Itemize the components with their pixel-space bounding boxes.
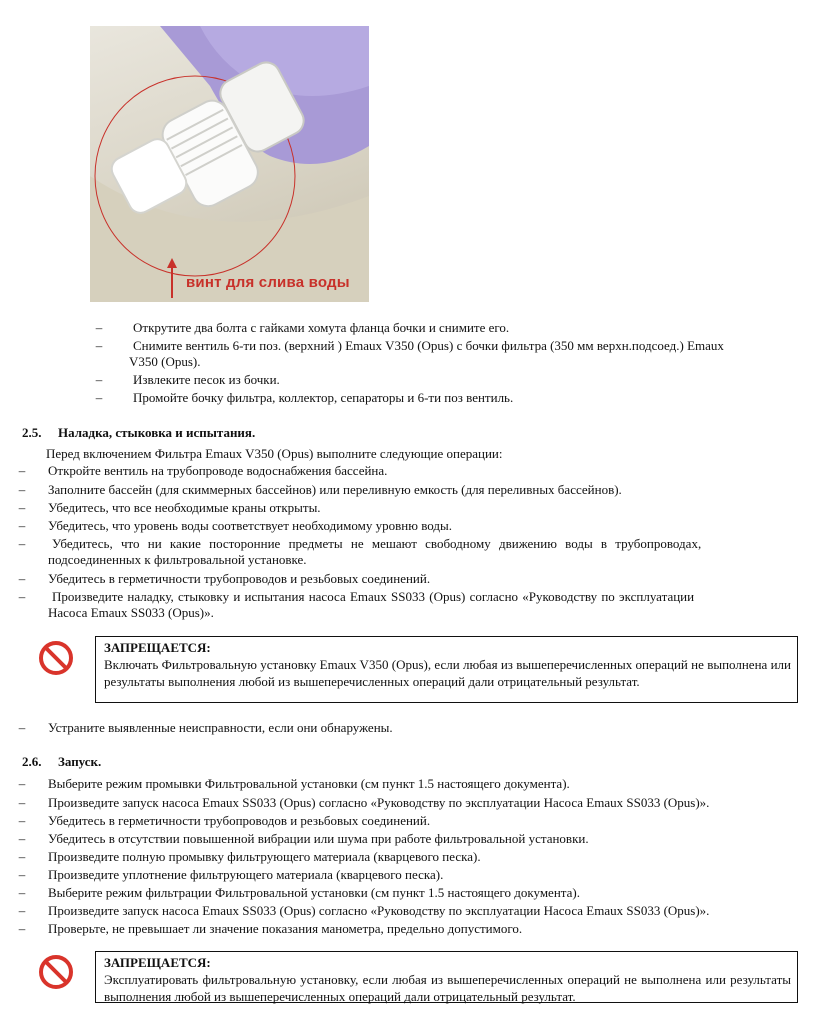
list-item: Убедитесь, что уровень воды соответствует необходимому уровню воды.: [48, 518, 452, 533]
list-dash: –: [18, 831, 26, 846]
list-item: Извлеките песок из бочки.: [133, 372, 280, 387]
warning-text: Включать Фильтровальную установку Emaux V350 (Opus), если любая из вышеперечисленных операций не выполнена или результаты выполнения любой из вышеперечисленных операций дали отрицательный результат.: [104, 657, 791, 689]
list-item: Произведите запуск насоса Emaux SS033 (Opus) согласно «Руководству по эксплуатации Насоса Emaux SS033 (Opus)».: [48, 795, 710, 810]
section-number: 2.6.: [22, 754, 42, 769]
list-item: Убедитесь в отсутствии повышенной вибрации или шума при работе фильтровальной установки.: [48, 831, 589, 846]
list-item-continuation: Насоса Emaux SS033 (Opus)».: [48, 605, 214, 620]
list-dash: –: [18, 867, 26, 882]
list-item: Устраните выявленные неисправности, если они обнаружены.: [48, 720, 393, 735]
list-item: Промойте бочку фильтра, коллектор, сепараторы и 6-ти поз вентиль.: [133, 390, 514, 405]
list-dash: –: [18, 536, 26, 551]
list-item: Произведите запуск насоса Emaux SS033 (Opus) согласно «Руководству по эксплуатации Насоса Emaux SS033 (Opus)».: [48, 903, 710, 918]
list-item: Произведите наладку, стыковку и испытания насоса Emaux SS033 (Opus) согласно «Руководству по эксплуатации: [52, 589, 695, 604]
list-dash: –: [18, 885, 26, 900]
list-dash: –: [18, 903, 26, 918]
list-item: Выберите режим промывки Фильтровальной установки (см пункт 1.5 настоящего документа).: [48, 776, 570, 791]
list-item: Убедитесь, что ни какие посторонние предметы не мешают свободному движению воды в трубопроводах,: [52, 536, 702, 551]
list-dash: –: [95, 338, 103, 353]
photo-caption: винт для слива воды: [186, 274, 350, 291]
drain-screw-illustration: [90, 26, 369, 302]
list-dash: –: [18, 795, 26, 810]
list-dash: –: [18, 776, 26, 791]
no-entry-icon: [38, 640, 74, 676]
section-number: 2.5.: [22, 425, 42, 440]
list-item: Выберите режим фильтрации Фильтровальной установки (см пункт 1.5 настоящего документа).: [48, 885, 580, 900]
list-item: Снимите вентиль 6-ти поз. (верхний ) Emaux V350 (Opus) с бочки фильтра (350 мм верхн.подсоед.) Emaux: [133, 338, 724, 353]
list-item: Произведите уплотнение фильтрующего материала (кварцевого песка).: [48, 867, 444, 882]
list-item: Произведите полную промывку фильтрующего материала (кварцевого песка).: [48, 849, 481, 864]
list-item-continuation: V350 (Opus).: [129, 354, 201, 369]
list-dash: –: [95, 320, 103, 335]
section-title: Наладка, стыковка и испытания.: [58, 425, 256, 440]
section-intro: Перед включением Фильтра Emaux V350 (Opus) выполните следующие операции:: [46, 446, 503, 461]
warning-text: Эксплуатировать фильтровальную установку, если любая из вышеперечисленных операций не выполнена или результаты выполнения любой из вышеперечисленных операций дали отрицательный результат.: [104, 972, 791, 1004]
list-dash: –: [18, 813, 26, 828]
list-dash: –: [18, 589, 26, 604]
no-entry-icon: [38, 954, 74, 990]
warning-title: ЗАПРЕЩАЕТСЯ:: [104, 955, 211, 970]
warning-title: ЗАПРЕЩАЕТСЯ:: [104, 640, 211, 655]
list-item: Убедитесь в герметичности трубопроводов и резьбовых соединений.: [48, 813, 431, 828]
list-item: Проверьте, не превышает ли значение показания манометра, предельно допустимого.: [48, 921, 523, 936]
list-item-continuation: подсоединенных к фильтровальной установке.: [48, 552, 307, 567]
list-item: Открутите два болта с гайками хомута фланца бочки и снимите его.: [133, 320, 510, 335]
list-dash: –: [18, 482, 26, 497]
list-dash: –: [18, 518, 26, 533]
list-dash: –: [18, 571, 26, 586]
list-dash: –: [18, 921, 26, 936]
warning-box: [95, 951, 798, 1003]
list-dash: –: [18, 849, 26, 864]
filter-drain-photo: [90, 26, 369, 302]
list-item: Заполните бассейн (для скиммерных бассейнов) или переливную емкость (для переливных бассейнов).: [48, 482, 622, 497]
list-dash: –: [18, 720, 26, 735]
list-dash: –: [95, 390, 103, 405]
list-item: Откройте вентиль на трубопроводе водоснабжения бассейна.: [48, 463, 388, 478]
list-dash: –: [18, 463, 26, 478]
list-dash: –: [95, 372, 103, 387]
section-title: Запуск.: [58, 754, 102, 769]
warning-box: [95, 636, 798, 703]
list-item: Убедитесь, что все необходимые краны открыты.: [48, 500, 321, 515]
list-dash: –: [18, 500, 26, 515]
list-item: Убедитесь в герметичности трубопроводов и резьбовых соединений.: [48, 571, 431, 586]
